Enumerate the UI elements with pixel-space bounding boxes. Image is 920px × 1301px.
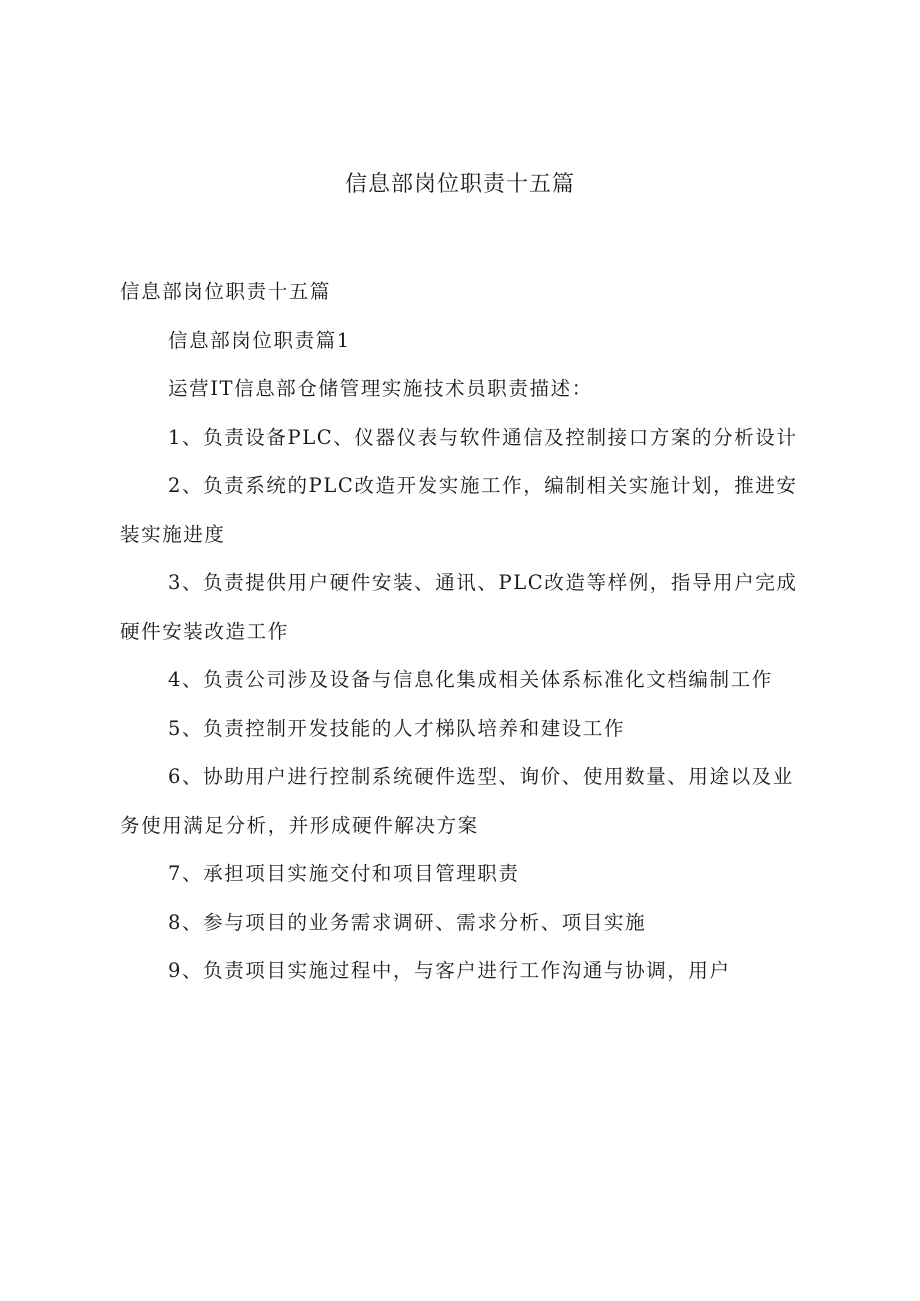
duty-item-6: 6、协助用户进行控制系统硬件选型、询价、使用数量、用途以及业务使用满足分析，并形成硬件解决方案 bbox=[120, 765, 794, 837]
duty-item-7: 7、承担项目实施交付和项目管理职责 bbox=[168, 862, 520, 885]
duty-item-5: 5、负责控制开发技能的人才梯队培养和建设工作 bbox=[168, 716, 626, 740]
document-title: 信息部岗位职责十五篇 bbox=[344, 172, 575, 197]
document-body bbox=[120, 268, 812, 996]
body-heading: 信息部岗位职责十五篇 bbox=[120, 280, 332, 303]
duty-item-4: 4、负责公司涉及设备与信息化集成相关体系标准化文档编制工作 bbox=[168, 668, 773, 691]
duty-item-9: 9、负责项目实施过程中，与客户进行工作沟通与协调，用户 bbox=[168, 959, 731, 982]
job-title-line: 运营IT信息部仓储管理实施技术员职责描述： bbox=[168, 377, 593, 400]
section-heading: 信息部岗位职责篇1 bbox=[168, 328, 351, 352]
duty-item-1: 1、负责设备PLC、仪器仪表与软件通信及控制接口方案的分析设计 bbox=[168, 425, 798, 449]
duty-item-2: 2、负责系统的PLC改造开发实施工作，编制相关实施计划，推进安装实施进度 bbox=[120, 474, 798, 546]
duty-item-3: 3、负责提供用户硬件安装、通讯、PLC改造等样例，指导用户完成硬件安装改造工作 bbox=[120, 571, 798, 643]
duty-item-8: 8、参与项目的业务需求调研、需求分析、项目实施 bbox=[168, 910, 647, 934]
